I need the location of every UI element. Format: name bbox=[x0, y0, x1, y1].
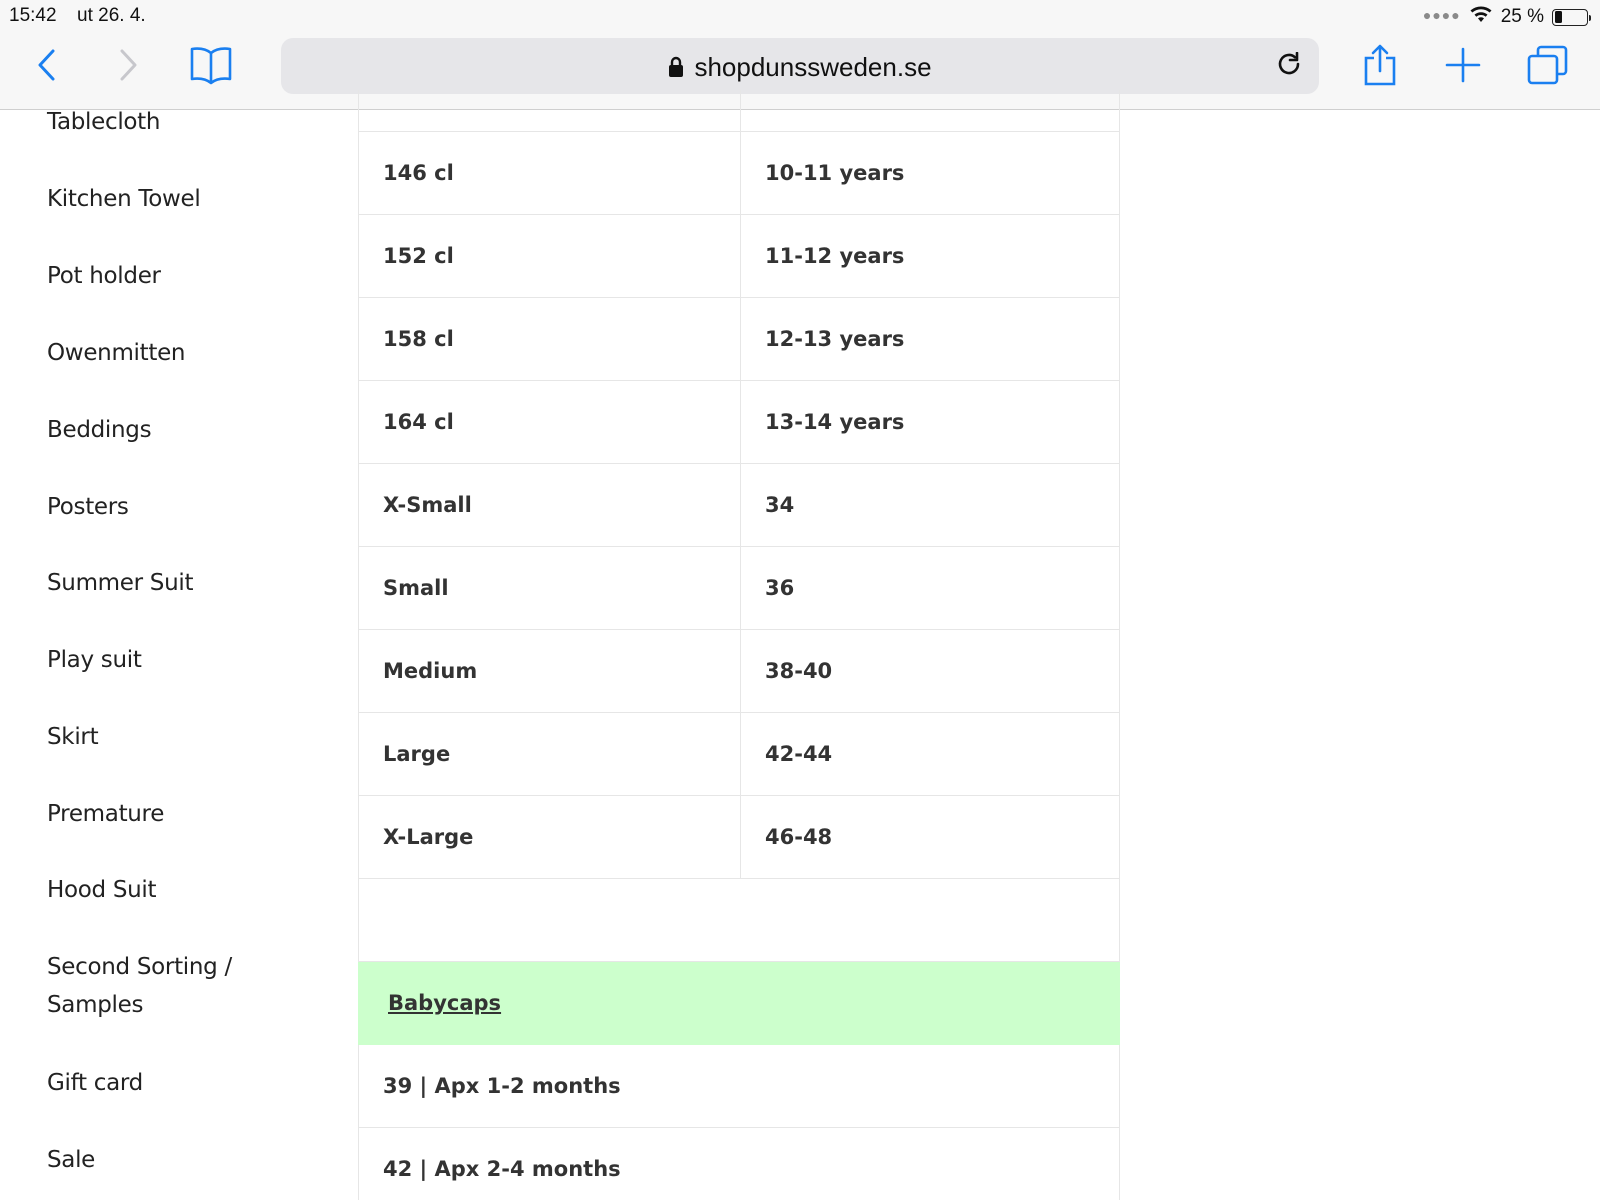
table-row bbox=[358, 1045, 1120, 1128]
size-cell: Small bbox=[383, 576, 449, 600]
bookmarks-icon bbox=[189, 45, 233, 85]
wifi-icon bbox=[1469, 5, 1493, 29]
sidebar-item-beddings[interactable]: Beddings bbox=[47, 417, 152, 443]
fit-cell: 46-48 bbox=[740, 796, 1090, 878]
status-bar bbox=[0, 0, 1600, 32]
fit-cell: 13-14 years bbox=[740, 381, 1090, 463]
table-row bbox=[358, 713, 1120, 796]
fit-cell: 34 bbox=[740, 464, 1090, 546]
sidebar-item-tablecloth[interactable]: Tablecloth bbox=[47, 109, 161, 135]
sidebar-item-premature[interactable]: Premature bbox=[47, 801, 165, 827]
sidebar-item-kitchen-towel[interactable]: Kitchen Towel bbox=[47, 186, 201, 212]
sidebar-item-second-sorting[interactable] bbox=[47, 948, 307, 1024]
sidebar-item-play-suit[interactable]: Play suit bbox=[47, 647, 142, 673]
new-tab-button[interactable] bbox=[1435, 42, 1491, 88]
back-icon bbox=[36, 48, 58, 82]
table-cell bbox=[740, 90, 1090, 131]
table-row-empty bbox=[358, 879, 1120, 962]
status-right bbox=[1423, 5, 1588, 29]
fit-cell: 12-13 years bbox=[740, 298, 1090, 380]
table-row bbox=[358, 132, 1120, 215]
bookmarks-button[interactable] bbox=[183, 42, 239, 88]
section-heading-cell bbox=[383, 962, 1103, 1044]
size-cell: 42 | Apx 2-4 months bbox=[383, 1157, 621, 1181]
table-row bbox=[358, 215, 1120, 298]
sidebar-item-label-line2: Samples bbox=[47, 992, 144, 1018]
babycaps-link[interactable]: Babycaps bbox=[388, 991, 502, 1015]
fit-cell: 10-11 years bbox=[740, 132, 1090, 214]
forward-button[interactable] bbox=[100, 42, 156, 88]
table-row bbox=[358, 298, 1120, 381]
size-cell: 158 cl bbox=[383, 327, 454, 351]
reload-button[interactable] bbox=[1271, 47, 1309, 85]
fit-cell: 38-40 bbox=[740, 630, 1090, 712]
fit-cell: 36 bbox=[740, 547, 1090, 629]
table-row bbox=[358, 796, 1120, 879]
fit-cell: 42-44 bbox=[740, 713, 1090, 795]
reload-icon bbox=[1276, 52, 1304, 80]
address-bar[interactable] bbox=[281, 38, 1319, 94]
section-heading-row bbox=[358, 962, 1120, 1045]
status-date: ut 26. 4. bbox=[77, 5, 146, 26]
size-cell: X-Large bbox=[383, 825, 474, 849]
sidebar-item-skirt[interactable]: Skirt bbox=[47, 724, 99, 750]
size-cell: 146 cl bbox=[383, 161, 454, 185]
cellular-signal-icon: ●●●● bbox=[1422, 7, 1461, 23]
size-cell: X-Small bbox=[383, 493, 472, 517]
sidebar-item-pot-holder[interactable]: Pot holder bbox=[47, 263, 161, 289]
sidebar-item-label: Second Sorting / bbox=[47, 954, 232, 980]
share-button[interactable] bbox=[1352, 42, 1408, 88]
sidebar-item-summer-suit[interactable]: Summer Suit bbox=[47, 570, 194, 596]
battery-icon bbox=[1552, 9, 1588, 26]
battery-level bbox=[1555, 11, 1563, 23]
lock-icon bbox=[668, 56, 684, 78]
status-time: 15:42 bbox=[9, 5, 57, 26]
table-row bbox=[358, 1128, 1120, 1200]
table-row bbox=[358, 630, 1120, 713]
size-cell: Medium bbox=[383, 659, 478, 683]
size-cell: 152 cl bbox=[383, 244, 454, 268]
sidebar-item-hood-suit[interactable]: Hood Suit bbox=[47, 877, 157, 903]
new-tab-icon bbox=[1445, 47, 1481, 83]
table-row bbox=[358, 464, 1120, 547]
url-text: shopdunssweden.se bbox=[694, 52, 932, 82]
sidebar-item-gift-card[interactable]: Gift card bbox=[47, 1070, 143, 1096]
table-row bbox=[358, 381, 1120, 464]
url-display bbox=[281, 52, 1319, 83]
size-cell: Large bbox=[383, 742, 451, 766]
sidebar-item-posters[interactable]: Posters bbox=[47, 494, 129, 520]
battery-percent: 25 % bbox=[1500, 6, 1544, 27]
size-cell: 39 | Apx 1-2 months bbox=[383, 1074, 621, 1098]
fit-cell: 11-12 years bbox=[740, 215, 1090, 297]
sidebar-item-sale[interactable]: Sale bbox=[47, 1147, 96, 1173]
size-cell: 164 cl bbox=[383, 410, 454, 434]
sidebar-item-owenmitten[interactable]: Owenmitten bbox=[47, 340, 186, 366]
forward-icon bbox=[117, 48, 139, 82]
tabs-button[interactable] bbox=[1520, 42, 1576, 88]
table-row bbox=[358, 547, 1120, 630]
share-icon bbox=[1363, 44, 1397, 86]
back-button[interactable] bbox=[19, 42, 75, 88]
tabs-icon bbox=[1527, 45, 1569, 85]
table-row bbox=[358, 90, 1120, 132]
